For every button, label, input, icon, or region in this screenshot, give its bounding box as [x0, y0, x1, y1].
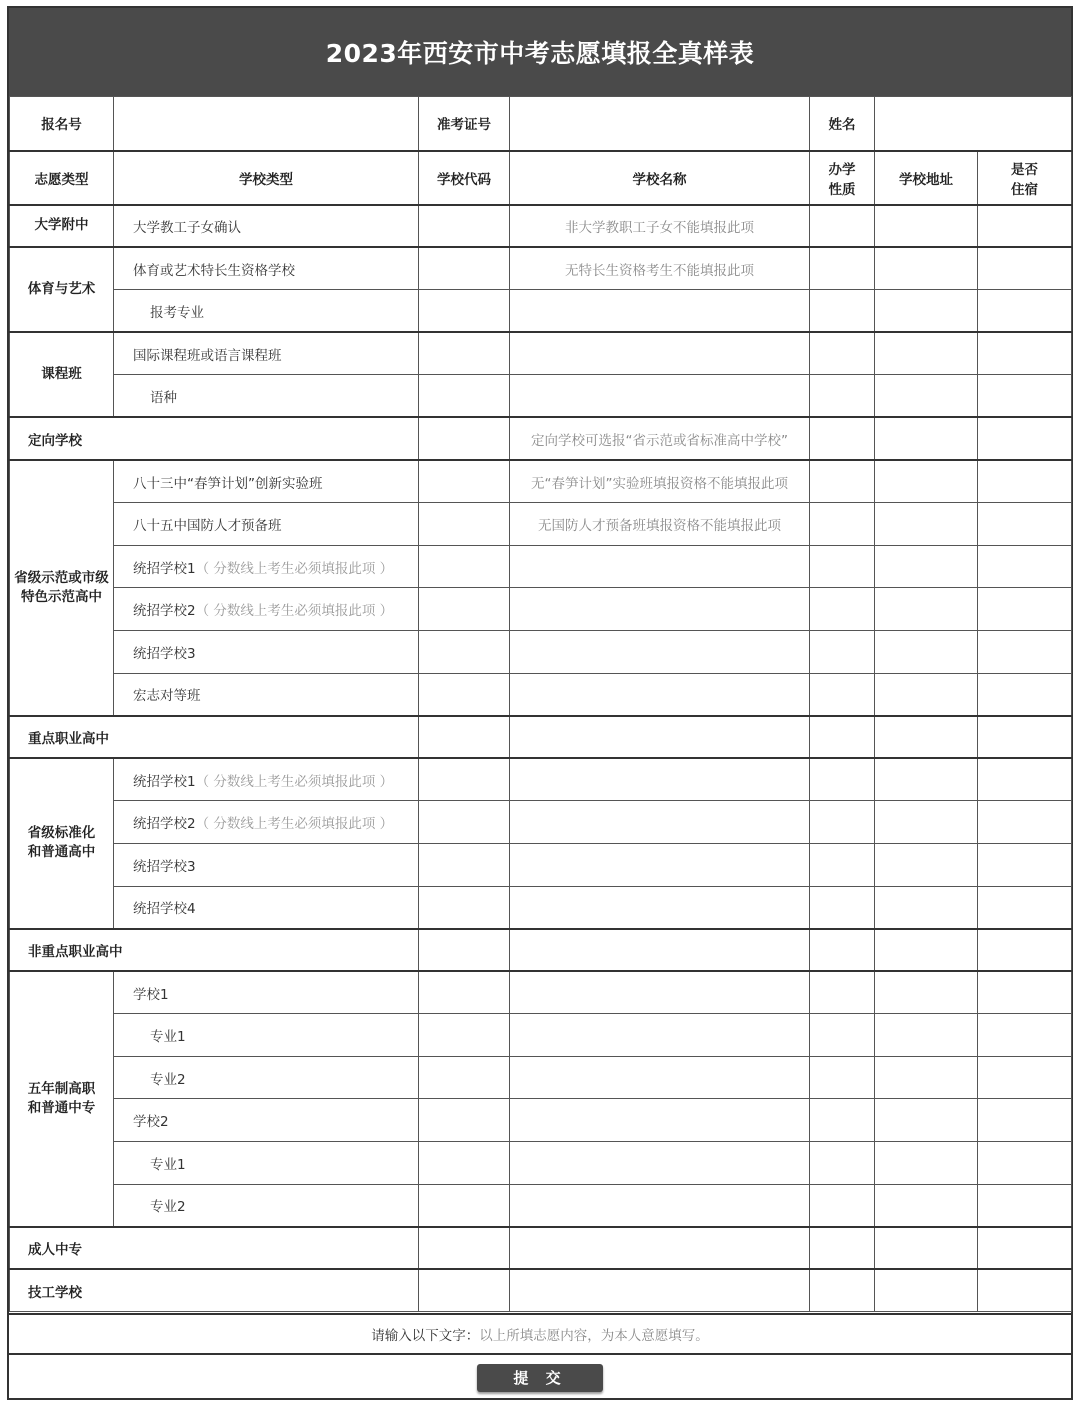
boarding-cell[interactable]	[978, 630, 1072, 673]
header-bar	[9, 8, 1071, 96]
required-hint: （ 分数线上考生必须填报此项 ）	[195, 816, 394, 833]
school-name-cell[interactable]	[510, 630, 810, 673]
table-row	[10, 758, 1072, 801]
col-nature-header	[810, 151, 875, 205]
school-name-cell[interactable]: 无特长生资格考生不能填报此项	[510, 247, 810, 290]
table-row	[10, 1227, 1072, 1270]
table-row	[10, 971, 1072, 1014]
reg-no-label: 报名号	[10, 97, 114, 151]
boarding-cell[interactable]	[978, 801, 1072, 844]
boarding-cell[interactable]	[978, 545, 1072, 588]
nature-cell[interactable]	[810, 1269, 875, 1312]
address-cell[interactable]	[875, 205, 978, 248]
row-label-text: 统招学校1	[133, 773, 196, 790]
row-label: 八十五中国防人才预备班	[114, 503, 419, 546]
nature-cell[interactable]	[810, 290, 875, 333]
column-header-row	[10, 151, 1072, 205]
school-name-cell[interactable]	[510, 801, 810, 844]
table-row	[10, 375, 1072, 418]
boarding-cell[interactable]	[978, 929, 1072, 972]
nature-cell[interactable]	[810, 1142, 875, 1185]
nature-cell[interactable]	[810, 545, 875, 588]
row-label	[114, 588, 419, 631]
school-name-cell[interactable]	[510, 716, 810, 759]
code-cell[interactable]	[419, 205, 510, 248]
name-label: 姓名	[810, 97, 875, 151]
col-boarding-line2: 住宿	[1011, 181, 1038, 198]
confirmation-label: 请输入以下文字：	[371, 1328, 480, 1344]
boarding-cell[interactable]	[978, 1014, 1072, 1057]
code-cell[interactable]	[419, 716, 510, 759]
row-label	[114, 758, 419, 801]
col-type-header: 志愿类型	[10, 151, 114, 205]
row-label-text: 统招学校1	[133, 560, 196, 577]
code-cell[interactable]	[419, 1056, 510, 1099]
code-cell[interactable]	[419, 460, 510, 503]
nature-cell[interactable]	[810, 375, 875, 418]
school-name-cell[interactable]	[510, 758, 810, 801]
boarding-cell[interactable]	[978, 588, 1072, 631]
address-cell[interactable]	[875, 1056, 978, 1099]
boarding-cell[interactable]	[978, 460, 1072, 503]
boarding-cell[interactable]	[978, 375, 1072, 418]
school-name-cell[interactable]	[510, 1014, 810, 1057]
nature-cell[interactable]	[810, 1099, 875, 1142]
school-name-cell[interactable]	[510, 1142, 810, 1185]
table-row	[10, 588, 1072, 631]
row-label: 学校2	[114, 1099, 419, 1142]
address-cell[interactable]	[875, 290, 978, 333]
boarding-cell[interactable]	[978, 205, 1072, 248]
table-row	[10, 247, 1072, 290]
address-cell[interactable]	[875, 247, 978, 290]
school-name-cell[interactable]	[510, 673, 810, 716]
code-cell[interactable]	[419, 1014, 510, 1057]
required-hint: （ 分数线上考生必须填报此项 ）	[195, 560, 394, 577]
group-arts: 体育与艺术	[10, 247, 114, 332]
code-cell[interactable]	[419, 1269, 510, 1312]
school-name-cell[interactable]	[510, 1056, 810, 1099]
address-cell[interactable]	[875, 929, 978, 972]
address-cell[interactable]	[875, 1269, 978, 1312]
code-cell[interactable]	[419, 929, 510, 972]
confirmation-note[interactable]	[9, 1313, 1071, 1355]
address-cell[interactable]	[875, 460, 978, 503]
group-adult: 成人中专	[10, 1227, 419, 1270]
address-cell[interactable]	[875, 843, 978, 886]
school-name-cell[interactable]	[510, 1184, 810, 1227]
nature-cell[interactable]	[810, 247, 875, 290]
row-label-text: 统招学校2	[133, 816, 196, 833]
nature-cell[interactable]	[810, 1014, 875, 1057]
col-nature-line1: 办学	[828, 161, 856, 178]
nature-cell[interactable]	[810, 588, 875, 631]
table-row	[10, 716, 1072, 759]
table-row	[10, 1142, 1072, 1185]
address-cell[interactable]	[875, 1184, 978, 1227]
school-name-cell[interactable]	[510, 1227, 810, 1270]
col-address-header: 学校地址	[875, 151, 978, 205]
address-cell[interactable]	[875, 673, 978, 716]
address-cell[interactable]	[875, 630, 978, 673]
group-provincial	[10, 460, 114, 716]
code-cell[interactable]	[419, 1227, 510, 1270]
code-cell[interactable]	[419, 1142, 510, 1185]
table-row	[10, 1014, 1072, 1057]
school-name-cell[interactable]	[510, 1099, 810, 1142]
group-key-vocational: 重点职业高中	[10, 716, 419, 759]
code-cell[interactable]	[419, 971, 510, 1014]
school-name-cell[interactable]: 无国防人才预备班填报资格不能填报此项	[510, 503, 810, 546]
nature-cell[interactable]	[810, 1184, 875, 1227]
boarding-cell[interactable]	[978, 758, 1072, 801]
submit-button[interactable]: 提 交	[477, 1364, 603, 1392]
boarding-cell[interactable]	[978, 1142, 1072, 1185]
boarding-cell[interactable]	[978, 673, 1072, 716]
boarding-cell[interactable]	[978, 716, 1072, 759]
nature-cell[interactable]	[810, 971, 875, 1014]
col-nature-line2: 性质	[828, 181, 856, 198]
confirmation-text: 以上所填志愿内容，为本人意愿填写。	[479, 1328, 709, 1344]
address-cell[interactable]	[875, 375, 978, 418]
group-five-year	[10, 971, 114, 1227]
address-cell[interactable]	[875, 545, 978, 588]
boarding-cell[interactable]	[978, 971, 1072, 1014]
row-label: 专业1	[114, 1014, 419, 1057]
group-univ: 大学附中	[10, 205, 114, 248]
school-name-cell[interactable]	[510, 332, 810, 375]
row-label-text: 统招学校2	[133, 603, 196, 620]
school-name-cell[interactable]	[510, 886, 810, 929]
boarding-cell[interactable]	[978, 886, 1072, 929]
group-technical: 技工学校	[10, 1269, 419, 1312]
code-cell[interactable]	[419, 1184, 510, 1227]
table-row	[10, 630, 1072, 673]
group-five-year-line2: 和普通中专	[27, 1099, 96, 1116]
row-label: 统招学校3	[114, 843, 419, 886]
nature-cell[interactable]	[810, 886, 875, 929]
submit-area	[9, 1355, 1071, 1400]
school-name-cell[interactable]: 定向学校可选报“省示范或省标准高中学校”	[510, 417, 810, 460]
group-five-year-line1: 五年制高职	[27, 1080, 96, 1097]
col-boarding-line1: 是否	[1011, 161, 1038, 178]
table-row	[10, 545, 1072, 588]
required-hint: （ 分数线上考生必须填报此项 ）	[195, 773, 394, 790]
boarding-cell[interactable]	[978, 503, 1072, 546]
nature-cell[interactable]	[810, 843, 875, 886]
row-label: 语种	[114, 375, 419, 418]
table-row	[10, 801, 1072, 844]
group-standard-line2: 和普通高中	[27, 844, 96, 861]
page-title: 2023年西安市中考志愿填报全真样表	[325, 39, 755, 68]
nature-cell[interactable]	[810, 716, 875, 759]
code-cell[interactable]	[419, 886, 510, 929]
nature-cell[interactable]	[810, 1227, 875, 1270]
table-row	[10, 843, 1072, 886]
code-cell[interactable]	[419, 503, 510, 546]
row-label: 统招学校3	[114, 630, 419, 673]
boarding-cell[interactable]	[978, 1184, 1072, 1227]
row-label: 八十三中“春笋计划”创新实验班	[114, 460, 419, 503]
nature-cell[interactable]	[810, 417, 875, 460]
address-cell[interactable]	[875, 417, 978, 460]
school-name-cell[interactable]	[510, 971, 810, 1014]
info-row	[10, 97, 1072, 151]
code-cell[interactable]	[419, 332, 510, 375]
boarding-cell[interactable]	[978, 843, 1072, 886]
table-row	[10, 673, 1072, 716]
address-cell[interactable]	[875, 503, 978, 546]
nature-cell[interactable]	[810, 503, 875, 546]
school-name-cell[interactable]: 非大学教职工子女不能填报此项	[510, 205, 810, 248]
group-directed: 定向学校	[10, 417, 419, 460]
code-cell[interactable]	[419, 1099, 510, 1142]
code-cell[interactable]	[419, 588, 510, 631]
code-cell[interactable]	[419, 673, 510, 716]
nature-cell[interactable]	[810, 929, 875, 972]
col-code-header: 学校代码	[419, 151, 510, 205]
table-row	[10, 1184, 1072, 1227]
code-cell[interactable]	[419, 290, 510, 333]
address-cell[interactable]	[875, 801, 978, 844]
address-cell[interactable]	[875, 1099, 978, 1142]
code-cell[interactable]	[419, 801, 510, 844]
row-label: 体育或艺术特长生资格学校	[114, 247, 419, 290]
reg-no-field[interactable]	[114, 97, 419, 151]
col-school-type-header: 学校类型	[114, 151, 419, 205]
school-name-cell[interactable]	[510, 1269, 810, 1312]
boarding-cell[interactable]	[978, 332, 1072, 375]
group-course: 课程班	[10, 332, 114, 417]
code-cell[interactable]	[419, 758, 510, 801]
school-name-cell[interactable]: 无“春笋计划”实验班填报资格不能填报此项	[510, 460, 810, 503]
table-row	[10, 1099, 1072, 1142]
required-hint: （ 分数线上考生必须填报此项 ）	[195, 603, 394, 620]
school-name-cell[interactable]	[510, 545, 810, 588]
nature-cell[interactable]	[810, 801, 875, 844]
boarding-cell[interactable]	[978, 1056, 1072, 1099]
boarding-cell[interactable]	[978, 1269, 1072, 1312]
address-cell[interactable]	[875, 758, 978, 801]
exam-no-label: 准考证号	[419, 97, 510, 151]
address-cell[interactable]	[875, 886, 978, 929]
table-row	[10, 929, 1072, 972]
row-label: 专业2	[114, 1184, 419, 1227]
col-boarding-header	[978, 151, 1072, 205]
boarding-cell[interactable]	[978, 417, 1072, 460]
boarding-cell[interactable]	[978, 1227, 1072, 1270]
table-row	[10, 332, 1072, 375]
row-label: 专业2	[114, 1056, 419, 1099]
nature-cell[interactable]	[810, 758, 875, 801]
table-row	[10, 417, 1072, 460]
nature-cell[interactable]	[810, 460, 875, 503]
row-label: 统招学校4	[114, 886, 419, 929]
nature-cell[interactable]	[810, 630, 875, 673]
table-row	[10, 886, 1072, 929]
address-cell[interactable]	[875, 1142, 978, 1185]
address-cell[interactable]	[875, 1227, 978, 1270]
table-row	[10, 460, 1072, 503]
nature-cell[interactable]	[810, 673, 875, 716]
table-row	[10, 290, 1072, 333]
nature-cell[interactable]	[810, 1056, 875, 1099]
code-cell[interactable]	[419, 545, 510, 588]
application-form-table	[9, 96, 1072, 1312]
school-name-cell[interactable]	[510, 588, 810, 631]
row-label: 学校1	[114, 971, 419, 1014]
table-row	[10, 205, 1072, 248]
row-label: 报考专业	[114, 290, 419, 333]
code-cell[interactable]	[419, 630, 510, 673]
group-standard	[10, 758, 114, 928]
row-label	[114, 545, 419, 588]
row-label	[114, 801, 419, 844]
row-label: 大学教工子女确认	[114, 205, 419, 248]
boarding-cell[interactable]	[978, 1099, 1072, 1142]
form-page	[7, 6, 1073, 1400]
group-provincial-line2: 特色示范高中	[21, 588, 102, 605]
group-standard-line1: 省级标准化	[27, 825, 96, 842]
address-cell[interactable]	[875, 588, 978, 631]
school-name-cell[interactable]	[510, 290, 810, 333]
code-cell[interactable]	[419, 843, 510, 886]
school-name-cell[interactable]	[510, 929, 810, 972]
nature-cell[interactable]	[810, 332, 875, 375]
group-nonkey-vocational: 非重点职业高中	[10, 929, 419, 972]
code-cell[interactable]	[419, 417, 510, 460]
exam-no-field[interactable]	[510, 97, 810, 151]
address-cell[interactable]	[875, 332, 978, 375]
address-cell[interactable]	[875, 716, 978, 759]
name-field[interactable]	[875, 97, 1072, 151]
boarding-cell[interactable]	[978, 247, 1072, 290]
group-provincial-line1: 省级示范或市级	[14, 569, 109, 586]
code-cell[interactable]	[419, 247, 510, 290]
nature-cell[interactable]	[810, 205, 875, 248]
table-row	[10, 1269, 1072, 1312]
address-cell[interactable]	[875, 971, 978, 1014]
row-label: 国际课程班或语言课程班	[114, 332, 419, 375]
row-label: 专业1	[114, 1142, 419, 1185]
table-row	[10, 1056, 1072, 1099]
school-name-cell[interactable]	[510, 843, 810, 886]
boarding-cell[interactable]	[978, 290, 1072, 333]
address-cell[interactable]	[875, 1014, 978, 1057]
row-label: 宏志对等班	[114, 673, 419, 716]
code-cell[interactable]	[419, 375, 510, 418]
col-school-name-header: 学校名称	[510, 151, 810, 205]
table-row	[10, 503, 1072, 546]
school-name-cell[interactable]	[510, 375, 810, 418]
